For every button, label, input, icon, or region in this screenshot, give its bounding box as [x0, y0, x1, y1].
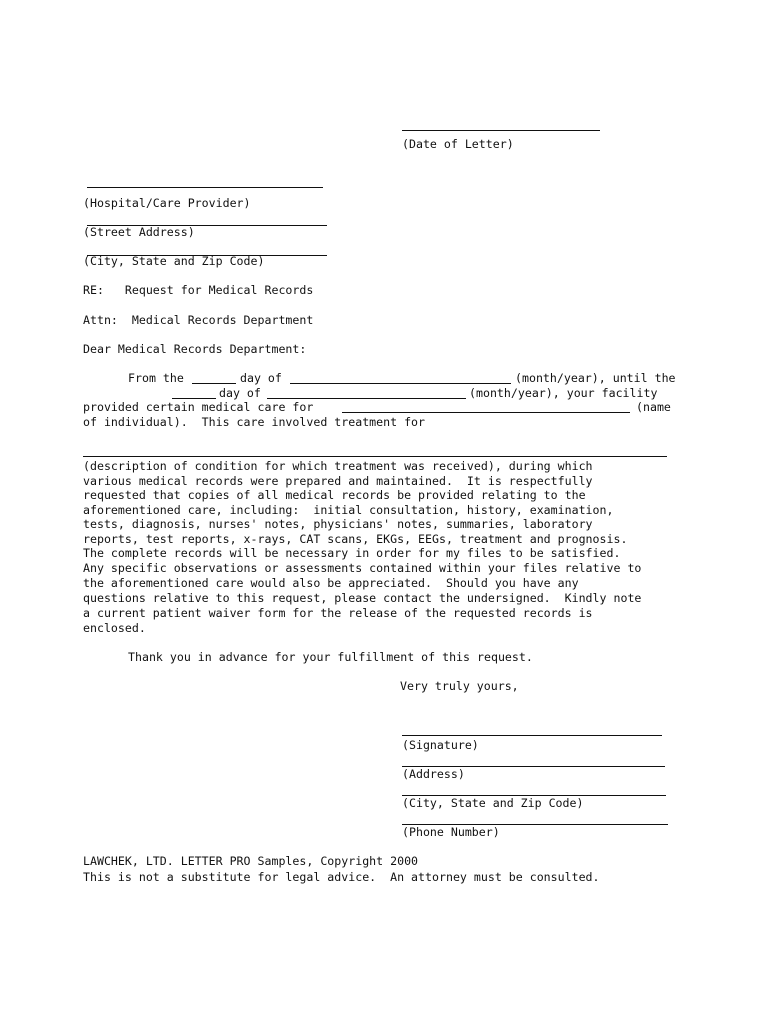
phone-label: (Phone Number): [402, 825, 500, 839]
body-line: questions relative to this request, please contact the undersigned. Kindly note: [83, 591, 642, 605]
body-line: reports, test reports, x-rays, CAT scans, EKGs, EEGs, treatment and prognosis.: [83, 532, 628, 546]
month-year-facility-text: (month/year), your facility: [469, 386, 658, 400]
provider-label: (Hospital/Care Provider): [83, 196, 251, 210]
day-of-text-2: day of: [219, 386, 261, 400]
signature-label: (Signature): [402, 738, 479, 752]
date-blank-line: [402, 130, 600, 131]
provider-blank-line: [87, 187, 323, 188]
body-line: a current patient waiver form for the release of the requested records is: [83, 606, 593, 620]
footer-copyright: LAWCHEK, LTD. LETTER PRO Samples, Copyright 2000: [83, 854, 419, 868]
body-line: tests, diagnosis, nurses' notes, physicians' notes, summaries, laboratory: [83, 517, 593, 531]
salutation: Dear Medical Records Department:: [83, 342, 307, 356]
body-line: requested that copies of all medical records be provided relating to the: [83, 488, 586, 502]
end-day-blank: [172, 398, 216, 399]
start-month-blank: [290, 383, 511, 384]
day-of-text-1: day of: [240, 371, 282, 385]
body-line: The complete records will be necessary in order for my files to be satisfied.: [83, 546, 621, 560]
sender-city-label: (City, State and Zip Code): [402, 796, 584, 810]
name-label-2: of individual). This care involved treatment for: [83, 415, 426, 429]
body-line: (description of condition for which treatment was received), during which: [83, 459, 593, 473]
body-line: enclosed.: [83, 621, 146, 635]
body-line: the aforementioned care would also be appreciated. Should you have any: [83, 576, 579, 590]
name-label-1: (name: [636, 400, 671, 414]
body-line: aforementioned care, including: initial consultation, history, examination,: [83, 503, 614, 517]
re-line: RE: Request for Medical Records: [83, 283, 314, 297]
start-day-blank: [192, 383, 236, 384]
end-month-blank: [267, 398, 466, 399]
attn-line: Attn: Medical Records Department: [83, 313, 314, 327]
condition-blank-line: [83, 456, 667, 457]
date-label: (Date of Letter): [402, 137, 514, 151]
address-label: (Address): [402, 767, 465, 781]
provided-care-text: provided certain medical care for: [83, 400, 314, 414]
individual-name-blank: [342, 412, 630, 413]
body-line: various medical records were prepared and maintained. It is respectfully: [83, 474, 593, 488]
city-label: (City, State and Zip Code): [83, 254, 265, 268]
signature-blank-line: [402, 735, 662, 736]
body-line: Any specific observations or assessments contained within your files relative to: [83, 561, 642, 575]
thanks-line: Thank you in advance for your fulfillment of this request.: [128, 650, 533, 664]
closing: Very truly yours,: [400, 679, 519, 693]
footer-disclaimer: This is not a substitute for legal advice. An attorney must be consulted.: [83, 870, 600, 884]
month-year-until-text: (month/year), until the: [515, 371, 676, 385]
from-the-text: From the: [128, 371, 184, 385]
street-label: (Street Address): [83, 225, 195, 239]
